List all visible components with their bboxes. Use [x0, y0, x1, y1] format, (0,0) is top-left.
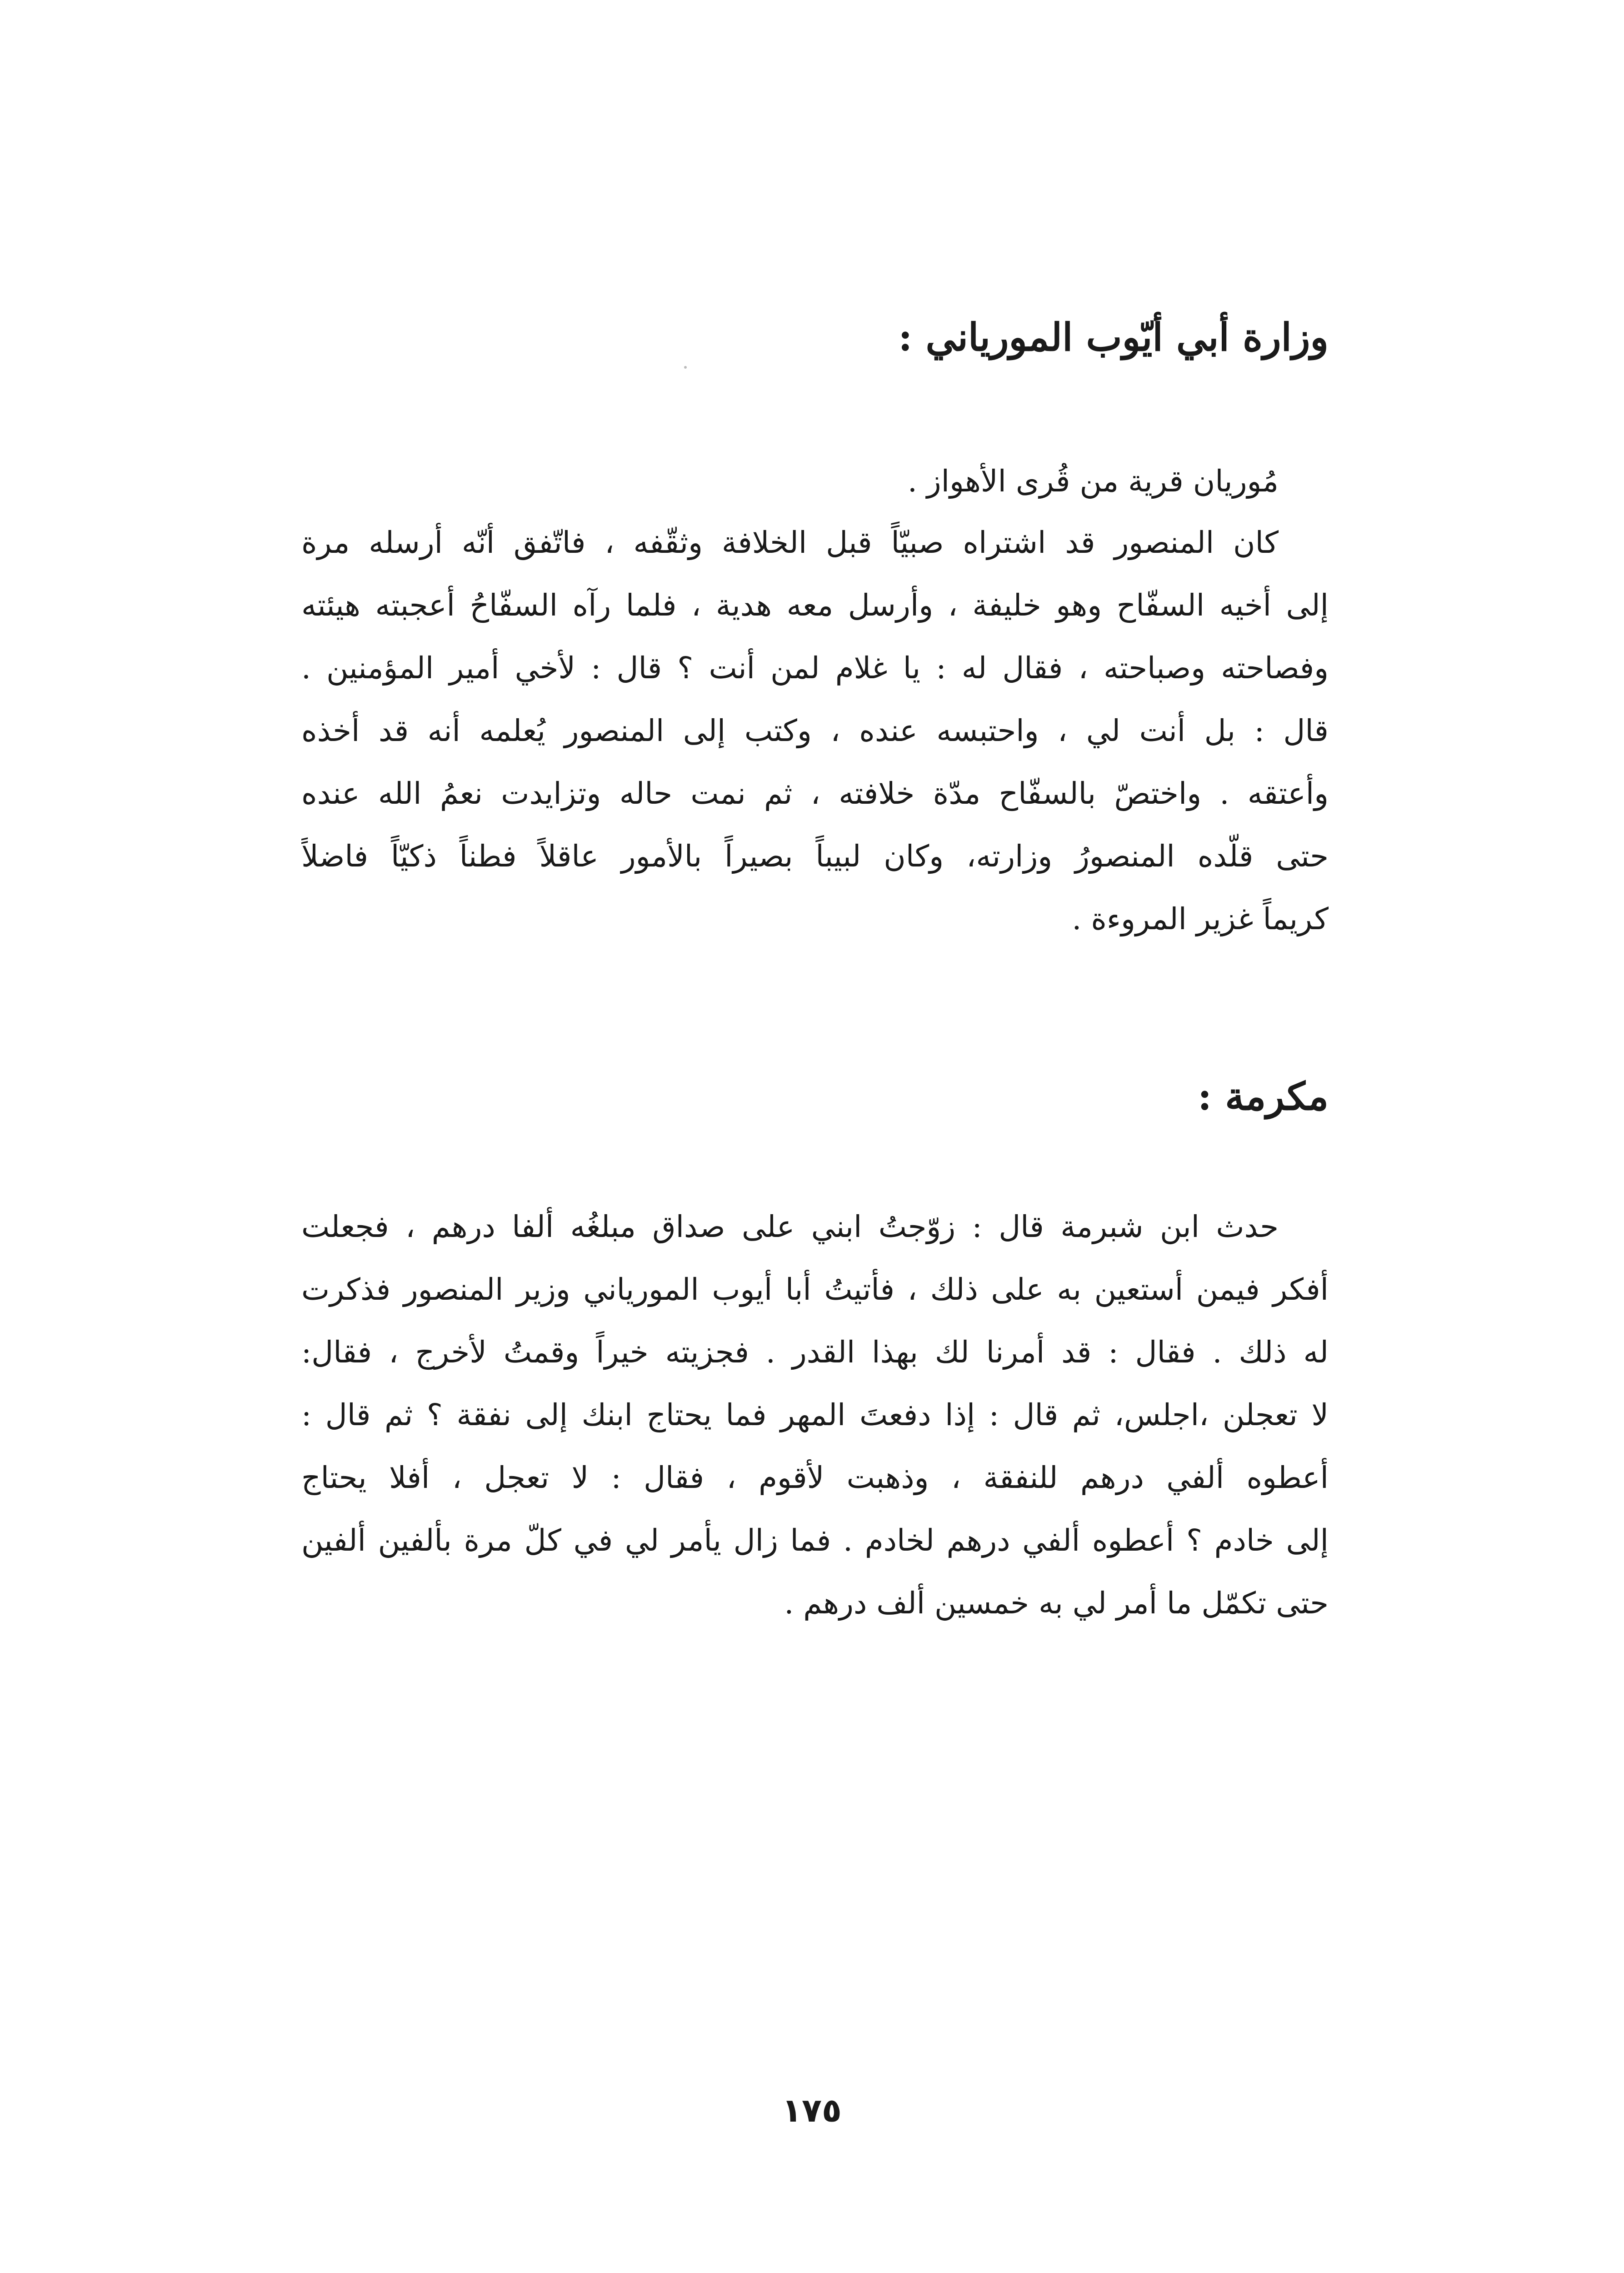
paragraph-line: حتى تكمّل ما أمر لي به خمسين ألف درهم . [784, 1586, 1329, 1621]
paragraph-line: وأعتقه . واختصّ بالسفّاح مدّة خلافته ، ثم نمت حاله وتزايدت نعمُ الله عنده [301, 776, 1329, 811]
section-heading-ministry: وزارة أبي أيّوب المورياني : [898, 315, 1329, 360]
intro-line: مُوريان قرية من قُرى الأهواز . [907, 464, 1279, 499]
paragraph-line: كان المنصور قد اشتراه صبيّاً قبل الخلافة وثقّفه ، فاتّفق أنّه أرسله مرة [301, 525, 1279, 560]
paragraph-line: إلى خادم ؟ أعطوه ألفي درهم لخادم . فما زال يأمر لي في كلّ مرة بألفين ألفين [301, 1523, 1329, 1558]
paragraph-line: لا تعجلن ،اجلس، ثم قال : إذا دفعتَ المهر فما يحتاج ابنك إلى نفقة ؟ ثم قال : [301, 1397, 1329, 1432]
page-number: ١٧٥ [782, 2091, 842, 2129]
generosity-paragraph [301, 1196, 1329, 1635]
paragraph-line: أفكر فيمن أستعين به على ذلك ، فأتيتُ أبا أيوب المورياني وزير المنصور فذكرت [301, 1272, 1329, 1307]
ministry-paragraph [301, 511, 1329, 951]
paragraph-line: قال : بل أنت لي ، واحتبسه عنده ، وكتب إلى المنصور يُعلمه أنه قد أخذه [301, 713, 1329, 748]
paragraph-line: أعطوه ألفي درهم للنفقة ، وذهبت لأقوم ، فقال : لا تعجل ، أفلا يحتاج [301, 1460, 1329, 1495]
paragraph-line: له ذلك . فقال : قد أمرنا لك بهذا القدر . فجزيته خيراً وقمتُ لأخرج ، فقال: [301, 1335, 1329, 1370]
intro-paragraph [301, 450, 1329, 513]
section-heading-generosity: مكرمة : [1197, 1074, 1329, 1119]
paragraph-line: كريماً غزير المروءة . [1072, 901, 1329, 936]
paragraph-line: حدث ابن شبرمة قال : زوّجتُ ابني على صداق مبلغُه ألفا درهم ، فجعلت [301, 1209, 1279, 1244]
speck-mark [684, 366, 687, 369]
paragraph-line: إلى أخيه السفّاح وهو خليفة ، وأرسل معه هدية ، فلما رآه السفّاحُ أعجبته هيئته [301, 588, 1329, 623]
paragraph-line: وفصاحته وصباحته ، فقال له : يا غلام لمن أنت ؟ قال : لأخي أمير المؤمنين . [301, 651, 1329, 686]
paragraph-line: حتى قلّده المنصورُ وزارته، وكان لبيباً بصيراً بالأمور عاقلاً فطناً ذكيّاً فاضلاً [301, 839, 1329, 874]
